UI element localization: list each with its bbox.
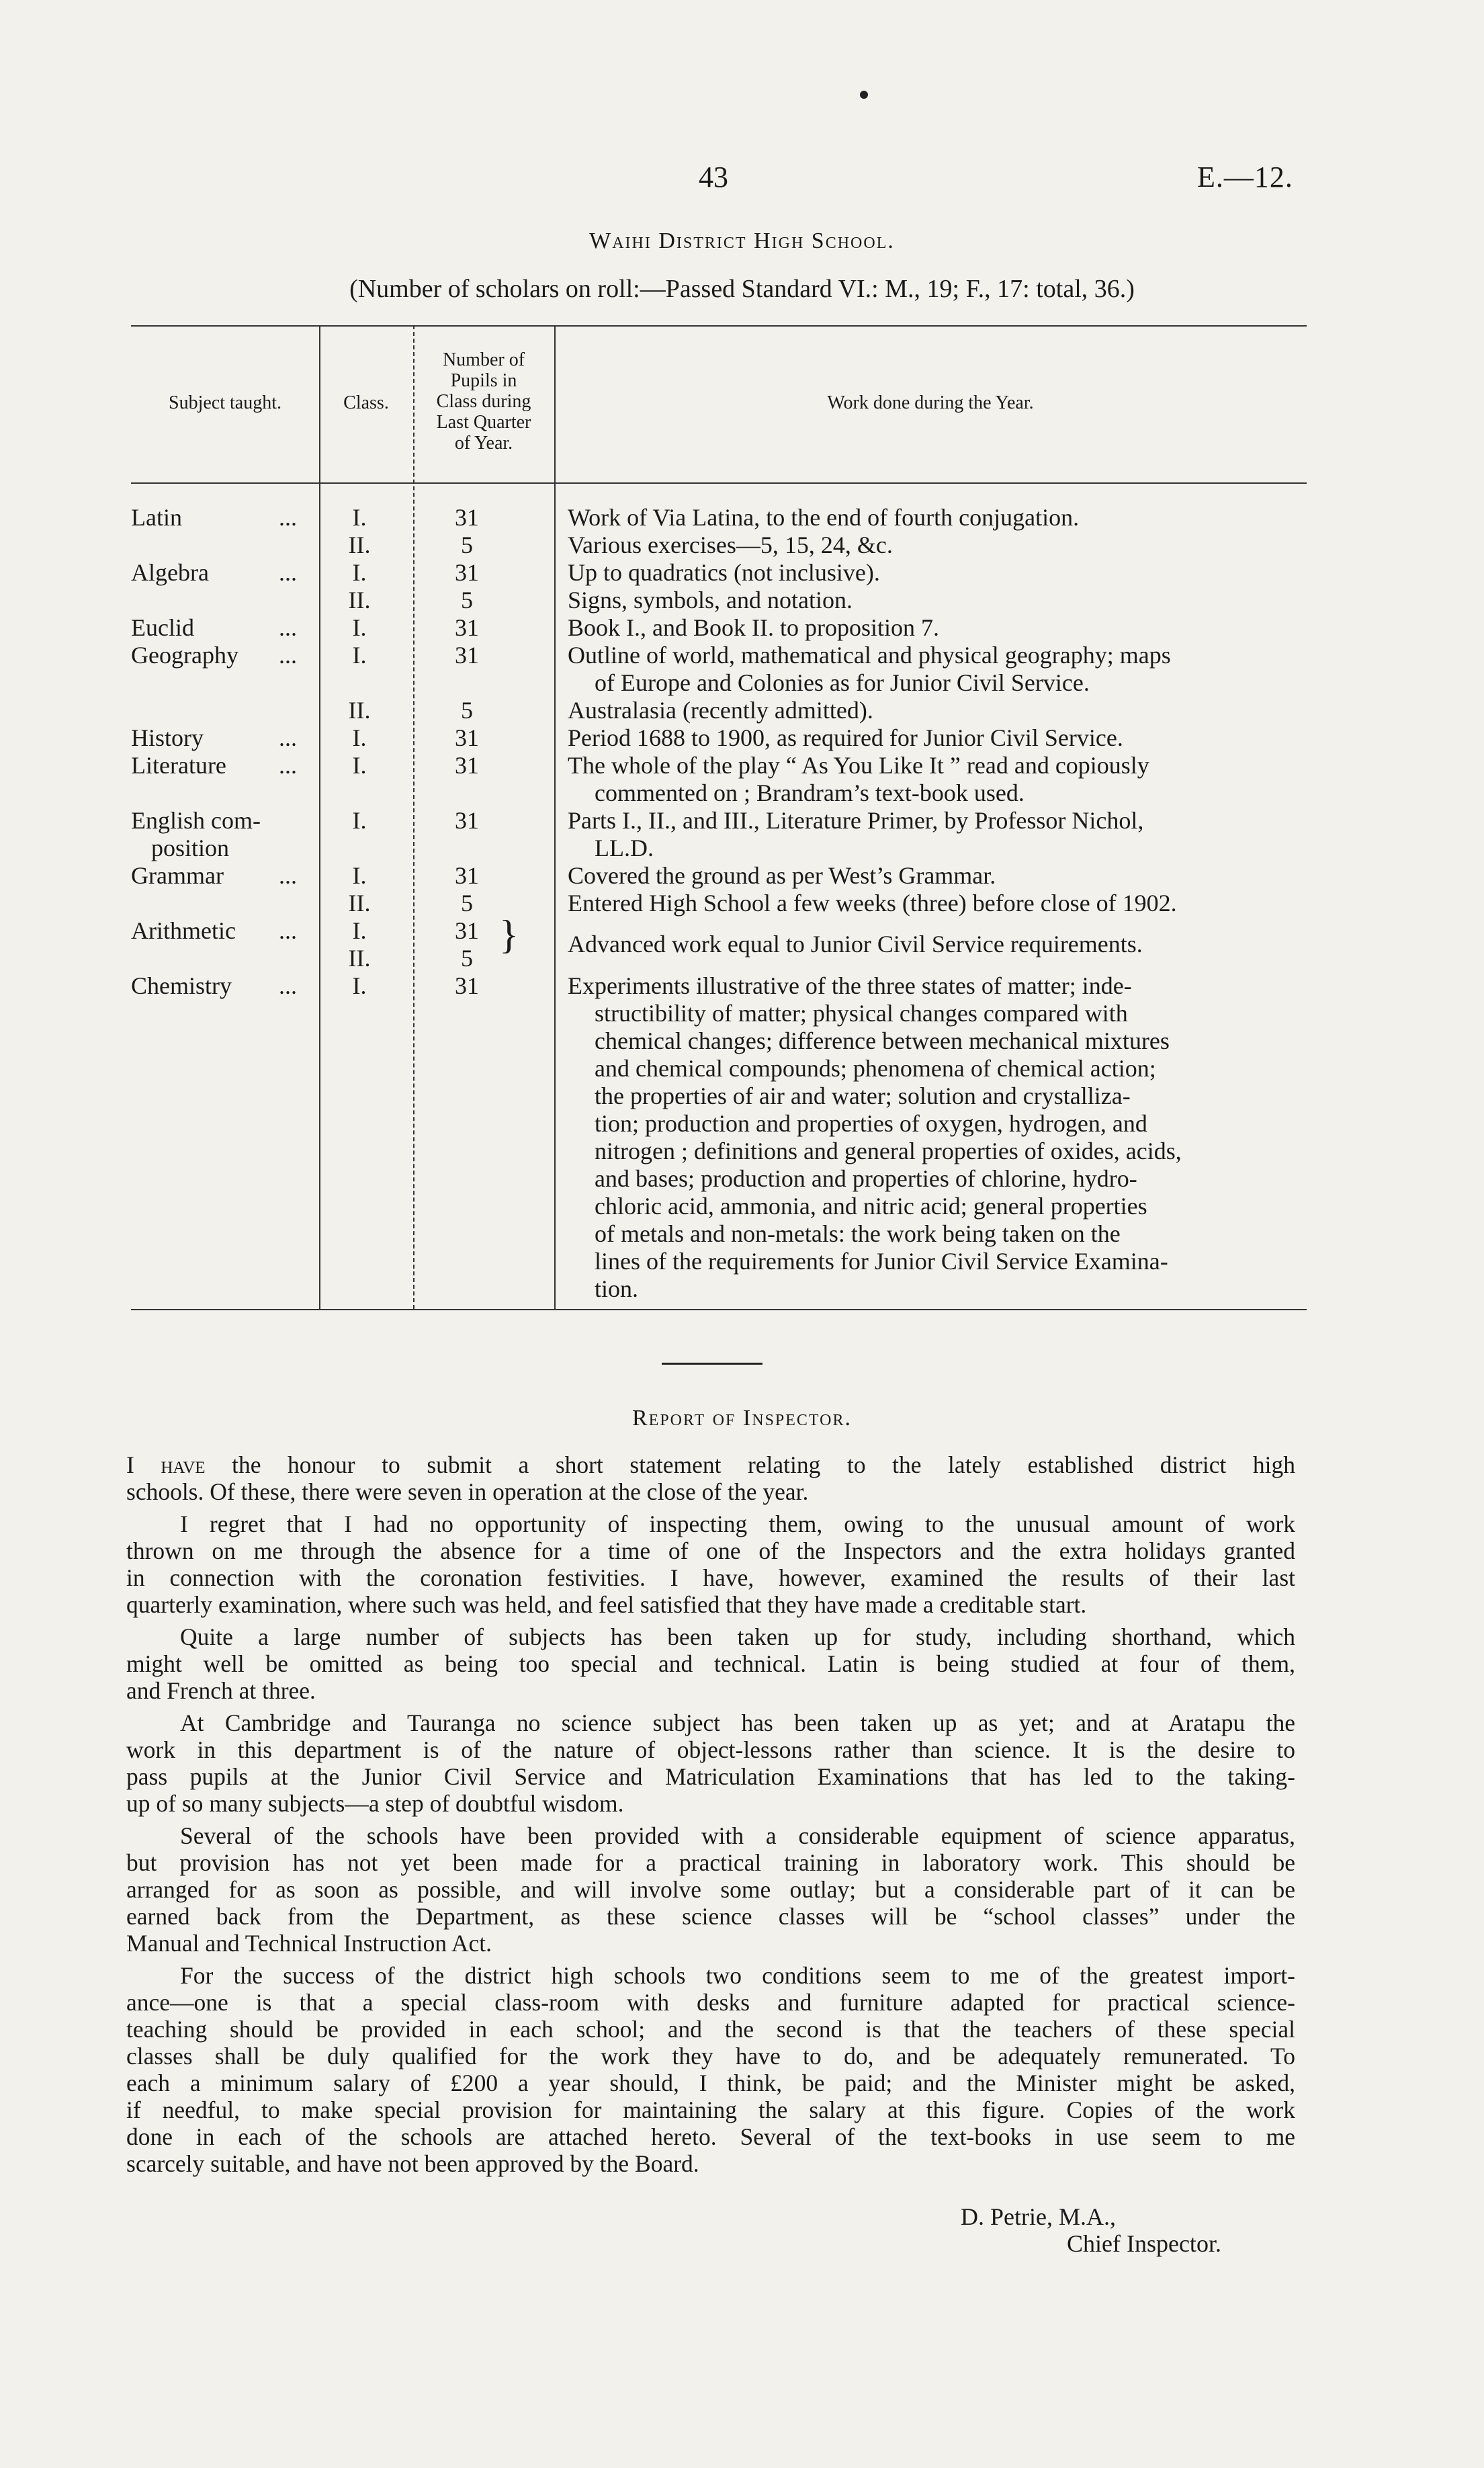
report-line: ance—one is that a special class-room with desks and furniture adapted for practical science- — [126, 1989, 1295, 2016]
pupils-cell: 5 — [461, 587, 473, 613]
leader-dots: ... — [279, 752, 297, 779]
header-subject: Subject taught. — [169, 392, 281, 413]
class-cell: I. — [352, 972, 367, 999]
work-cell: and bases; production and properties of chlorine, hydro- — [595, 1165, 1137, 1192]
class-cell: I. — [352, 559, 367, 586]
table-row — [131, 1165, 1307, 1193]
work-cell: chemical changes; difference between mechanical mixtures — [595, 1027, 1170, 1054]
subject-cell: History — [131, 724, 204, 751]
subject-cell: Arithmetic — [131, 917, 236, 944]
pupils-cell: 31 — [455, 862, 479, 889]
header-number-line: of Year. — [454, 433, 513, 454]
class-cell: II. — [348, 890, 371, 917]
table-row — [131, 1193, 1307, 1220]
work-cell: Period 1688 to 1900, as required for Junior Civil Service. — [568, 724, 1123, 751]
work-cell: nitrogen ; definitions and general properties of oxides, acids, — [595, 1138, 1182, 1164]
work-cell: Up to quadratics (not inclusive). — [568, 559, 880, 586]
report-title: Report of Inspector. — [631, 1406, 852, 1431]
pupils-cell: 31 — [455, 724, 479, 751]
class-cell: I. — [352, 614, 367, 641]
brace-mark: } — [499, 912, 519, 957]
table-top-rule — [131, 325, 1307, 327]
report-line: if needful, to make special provision for maintaining the salary at this figure. Copies of the work — [126, 2096, 1295, 2123]
header-number-line: Class during — [436, 391, 531, 412]
table-row — [131, 972, 1307, 1000]
table-row — [131, 587, 1307, 614]
table-row — [131, 1275, 1307, 1303]
class-cell: I. — [352, 807, 367, 834]
subject-cell: Algebra — [131, 559, 209, 586]
leader-dots: ... — [279, 642, 297, 669]
work-cell: tion. — [595, 1275, 639, 1302]
leader-dots: ... — [279, 614, 297, 641]
work-cell: Signs, symbols, and notation. — [568, 587, 853, 613]
work-cell: The whole of the play “ As You Like It ” read and copiously — [568, 752, 1149, 779]
subject-cell: Chemistry — [131, 972, 232, 999]
class-cell: I. — [352, 917, 367, 944]
page-number: 43 — [699, 161, 728, 194]
report-line: Several of the schools have been provided with a considerable equipment of science apparatus, — [180, 1822, 1295, 1849]
work-cell: structibility of matter; physical changes compared with — [595, 1000, 1128, 1027]
leader-dots: ... — [279, 972, 297, 999]
school-title: Waihi District High School. — [589, 228, 895, 253]
pupils-cell: 5 — [461, 890, 473, 917]
section-rule — [662, 1363, 762, 1365]
table-row — [131, 1055, 1307, 1082]
report-line: Manual and Technical Instruction Act. — [126, 1930, 492, 1957]
class-cell: II. — [348, 697, 371, 724]
subject-cell: English com- — [131, 807, 261, 834]
report-line: pass pupils at the Junior Civil Service and Matriculation Examinations that has led to the taking- — [126, 1763, 1295, 1790]
signature-title: Chief Inspector. — [1067, 2230, 1221, 2257]
report-line: each a minimum salary of £200 a year should, I think, be paid; and the Minister might be asked, — [126, 2070, 1295, 2096]
table-row — [131, 779, 1307, 807]
work-cell: commented on ; Brandram’s text-book used. — [595, 779, 1024, 806]
work-cell: Work of Via Latina, to the end of fourth conjugation. — [568, 504, 1080, 531]
work-cell: Parts I., II., and III., Literature Primer, by Professor Nichol, — [568, 807, 1144, 834]
work-cell: Outline of world, mathematical and physical geography; maps — [568, 642, 1171, 669]
report-line: classes shall be duly qualified for the work they have to do, and be adequately remunerated. To — [126, 2043, 1295, 2070]
report-line: arranged for as soon as possible, and will involve some outlay; but a considerable part of it can be — [126, 1876, 1295, 1903]
header-class: Class. — [343, 392, 389, 413]
table-row — [131, 1027, 1307, 1055]
table-row — [131, 559, 1307, 587]
work-cell: the properties of air and water; solution and crystalliza- — [595, 1082, 1131, 1109]
table-header-rule — [131, 482, 1307, 484]
leader-dots: ... — [279, 504, 297, 531]
document-reference: E.—12. — [1197, 161, 1293, 194]
table-row — [131, 1220, 1307, 1248]
class-cell: I. — [352, 642, 367, 669]
work-cell: of metals and non-metals: the work being taken on the — [595, 1220, 1121, 1247]
report-line: teaching should be provided in each school; and the second is that the teachers of these special — [126, 2016, 1295, 2043]
table-row — [131, 807, 1307, 835]
table-row — [131, 752, 1307, 779]
table-row — [131, 724, 1307, 752]
table-row — [131, 1082, 1307, 1110]
report-line: done in each of the schools are attached hereto. Several of the text-books in use seem to me — [126, 2123, 1295, 2150]
work-cell: LL.D. — [595, 835, 654, 861]
leader-dots: ... — [279, 559, 297, 586]
table-row — [131, 1138, 1307, 1165]
header-number-line: Last Quarter — [436, 412, 531, 433]
report-line: I have the honour to submit a short statement relating to the lately established district high — [126, 1451, 1295, 1478]
pupils-cell: 31 — [455, 807, 479, 834]
pupils-cell: 5 — [461, 531, 473, 558]
pupils-cell: 5 — [461, 945, 473, 972]
table-row — [131, 642, 1307, 669]
table-row — [131, 890, 1307, 917]
report-line: and French at three. — [126, 1677, 316, 1704]
class-cell: I. — [352, 504, 367, 531]
report-line: scarcely suitable, and have not been approved by the Board. — [126, 2150, 699, 2177]
leader-dots: ... — [279, 724, 297, 751]
scholars-line: (Number of scholars on roll:—Passed Standard VI.: M., 19; F., 17: total, 36.) — [349, 275, 1135, 303]
pupils-cell: 31 — [455, 752, 479, 779]
report-line: but provision has not yet been made for a practical training in laboratory work. This should be — [126, 1849, 1295, 1876]
table-row — [131, 1110, 1307, 1138]
table-bottom-rule — [131, 1309, 1307, 1310]
report-line: quarterly examination, where such was held, and feel satisfied that they have made a creditable start. — [126, 1591, 1087, 1618]
pupils-cell: 31 — [455, 504, 479, 531]
pupils-cell: 31 — [455, 972, 479, 999]
table-row — [131, 531, 1307, 559]
subject-cell: Euclid — [131, 614, 194, 641]
class-cell: II. — [348, 531, 371, 558]
subject-cell: Latin — [131, 504, 182, 531]
report-line: For the success of the district high schools two conditions seem to me of the greatest import- — [180, 1962, 1295, 1989]
report-line: earned back from the Department, as these science classes will be “school classes” under the — [126, 1903, 1295, 1930]
subject-cell: position — [151, 835, 230, 861]
class-cell: I. — [352, 752, 367, 779]
report-line: up of so many subjects—a step of doubtful wisdom. — [126, 1790, 624, 1817]
report-line: At Cambridge and Tauranga no science subject has been taken up as yet; and at Aratapu the — [180, 1709, 1295, 1736]
report-line: schools. Of these, there were seven in operation at the close of the year. — [126, 1478, 809, 1505]
work-cell: Australasia (recently admitted). — [568, 697, 873, 724]
work-cell: Entered High School a few weeks (three) before close of 1902. — [568, 890, 1177, 917]
work-cell: Covered the ground as per West’s Grammar. — [568, 862, 996, 889]
report-line: might well be omitted as being too special and technical. Latin is being studied at four of them, — [126, 1650, 1295, 1677]
class-cell: I. — [352, 724, 367, 751]
table-row — [131, 862, 1307, 890]
header-number — [413, 349, 554, 454]
pupils-cell: 31 — [455, 614, 479, 641]
header-work: Work done during the Year. — [827, 392, 1034, 413]
work-cell: lines of the requirements for Junior Civil Service Examina- — [595, 1248, 1168, 1275]
report-line: Quite a large number of subjects has been taken up for study, including shorthand, which — [180, 1623, 1295, 1650]
subject-cell: Literature — [131, 752, 226, 779]
leader-dots: ... — [279, 917, 297, 944]
report-line: thrown on me through the absence for a time of one of the Inspectors and the extra holidays granted — [126, 1537, 1295, 1564]
work-cell: Book I., and Book II. to proposition 7. — [568, 614, 939, 641]
leader-dots: ... — [279, 862, 297, 889]
report-line: I regret that I had no opportunity of inspecting them, owing to the unusual amount of work — [180, 1510, 1295, 1537]
class-cell: II. — [348, 945, 371, 972]
pupils-cell: 31 — [455, 917, 479, 944]
header-number-line: Number of — [442, 349, 525, 370]
signature-name: D. Petrie, M.A., — [961, 2203, 1116, 2230]
subject-cell: Grammar — [131, 862, 224, 889]
work-cell: Experiments illustrative of the three states of matter; inde- — [568, 972, 1132, 999]
table-row — [131, 504, 1307, 531]
work-cell: chloric acid, ammonia, and nitric acid; general properties — [595, 1193, 1147, 1220]
pupils-cell: 5 — [461, 697, 473, 724]
table-row — [131, 1248, 1307, 1275]
table-row — [131, 614, 1307, 642]
work-cell: of Europe and Colonies as for Junior Civil Service. — [595, 669, 1090, 696]
report-line: in connection with the coronation festivities. I have, however, examined the results of their last — [126, 1564, 1295, 1591]
table-row — [131, 1000, 1307, 1027]
subject-cell: Geography — [131, 642, 238, 669]
class-cell: I. — [352, 862, 367, 889]
header-number-line: Pupils in — [450, 370, 517, 391]
class-cell: II. — [348, 587, 371, 613]
work-cell: Various exercises—5, 15, 24, &c. — [568, 531, 893, 558]
table-row — [131, 697, 1307, 724]
pupils-cell: 31 — [455, 642, 479, 669]
ink-dot — [860, 91, 868, 99]
report-line: work in this department is of the nature of object-lessons rather than science. It is the desire to — [126, 1736, 1295, 1763]
work-cell: tion; production and properties of oxygen, hydrogen, and — [595, 1110, 1147, 1137]
table-row — [131, 669, 1307, 697]
table-row — [131, 835, 1307, 862]
pupils-cell: 31 — [455, 559, 479, 586]
work-cell: Advanced work equal to Junior Civil Service requirements. — [568, 931, 1143, 958]
work-cell: and chemical compounds; phenomena of chemical action; — [595, 1055, 1156, 1082]
